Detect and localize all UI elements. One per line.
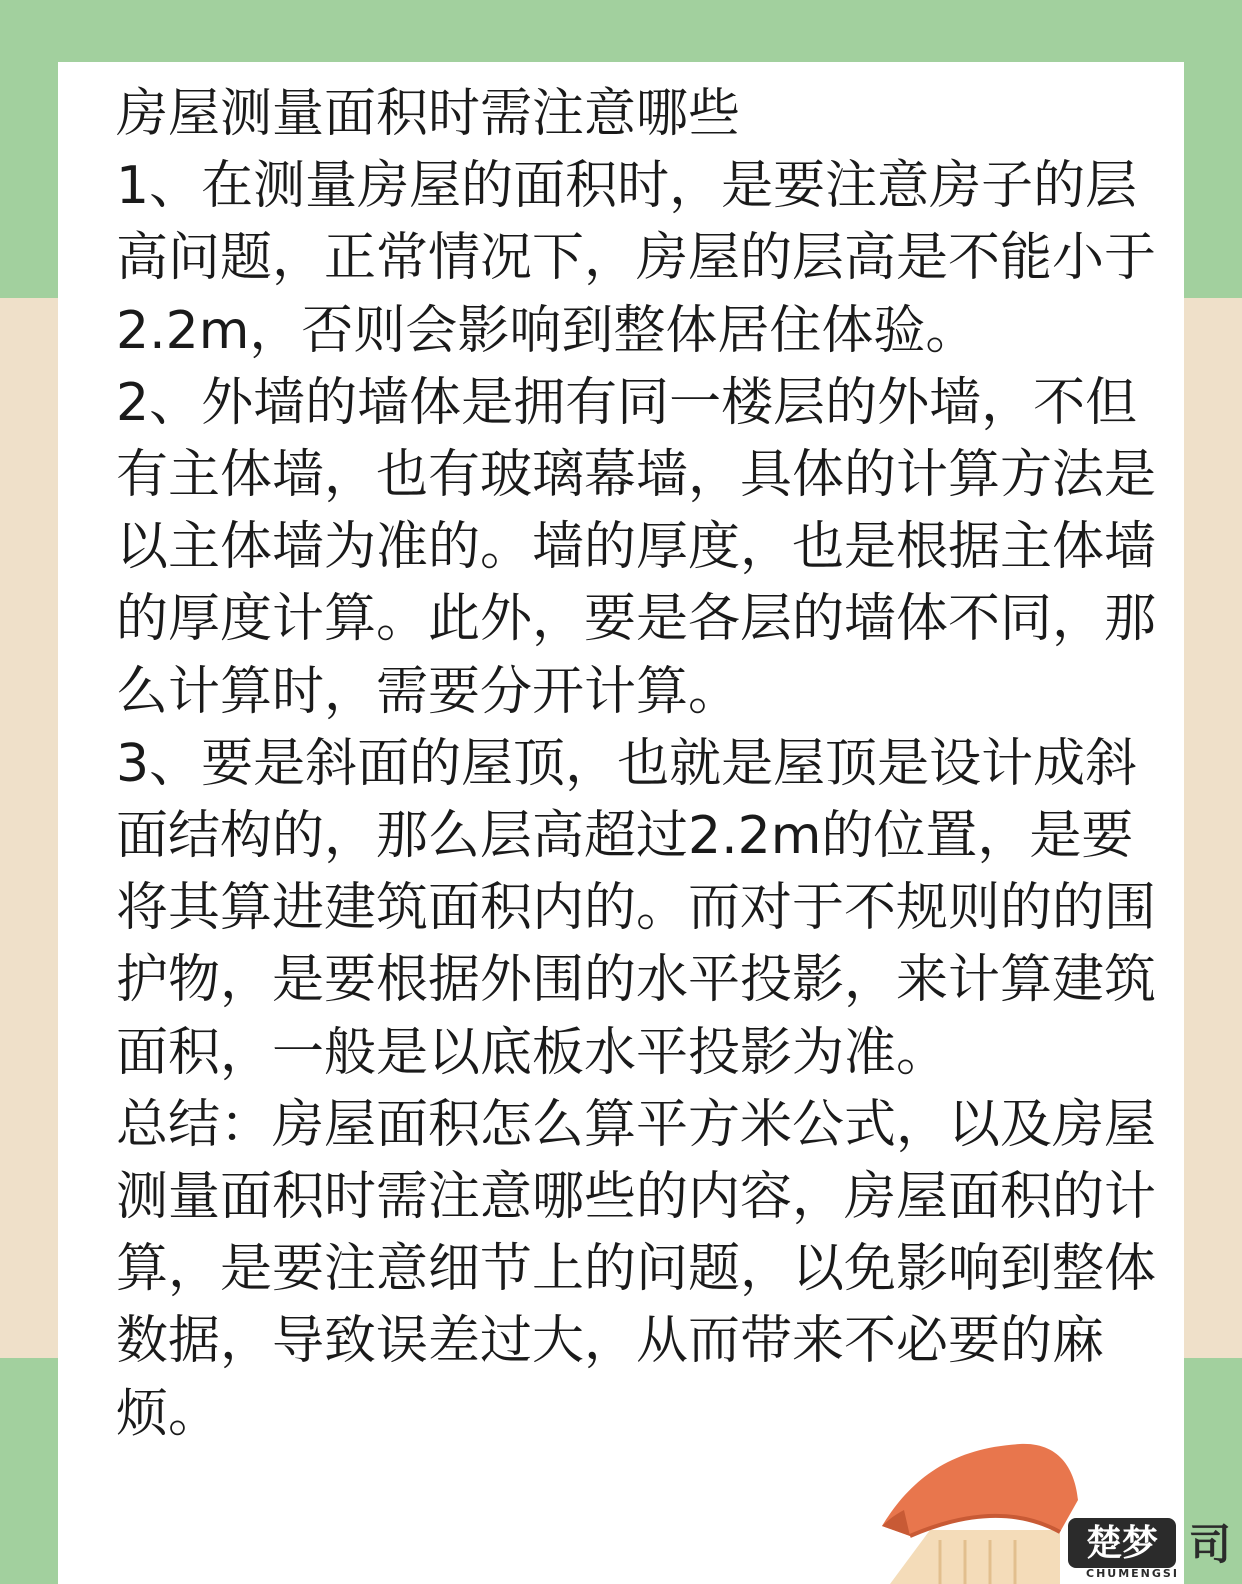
logo-side-text: 司 <box>1188 1520 1231 1569</box>
logo-subtext: CHUMENGSI <box>1086 1567 1179 1580</box>
logo-box <box>1068 1518 1176 1568</box>
article-title: 房屋测量面积时需注意哪些 <box>116 84 741 144</box>
logo-text: 楚梦 <box>1085 1523 1158 1564</box>
watermark-logo <box>1068 1518 1238 1580</box>
house-icon <box>870 1440 1080 1584</box>
paragraph-2: 2、外墙的墙体是拥有同一楼层的外墙，不但有主体墙，也有玻璃幕墙，具体的计算方法是以主体墙为准的。墙的厚度，也是根据主体墙的厚度计算。此外，要是各层的墙体不同，那么计算时，需要分开计算。 <box>116 372 1157 722</box>
article-card <box>58 62 1184 1584</box>
paragraph-1: 1、在测量房屋的面积时，是要注意房子的层高问题，正常情况下，房屋的层高是不能小于2.2m，否则会影响到整体居住体验。 <box>116 156 1157 361</box>
summary-paragraph: 总结：房屋面积怎么算平方米公式，以及房屋测量面积时需注意哪些的内容，房屋面积的计算，是要注意细节上的问题，以免影响到整体数据，导致误差过大，从而带来不必要的麻烦。 <box>116 1094 1157 1444</box>
paragraph-3: 3、要是斜面的屋顶，也就是屋顶是设计成斜面结构的，那么层高超过2.2m的位置，是要将其算进建筑面积内的。而对于不规则的的围护物，是要根据外围的水平投影，来计算建筑面积，一般是以底板水平投影为准。 <box>116 733 1157 1083</box>
article-body <box>116 78 1156 1450</box>
